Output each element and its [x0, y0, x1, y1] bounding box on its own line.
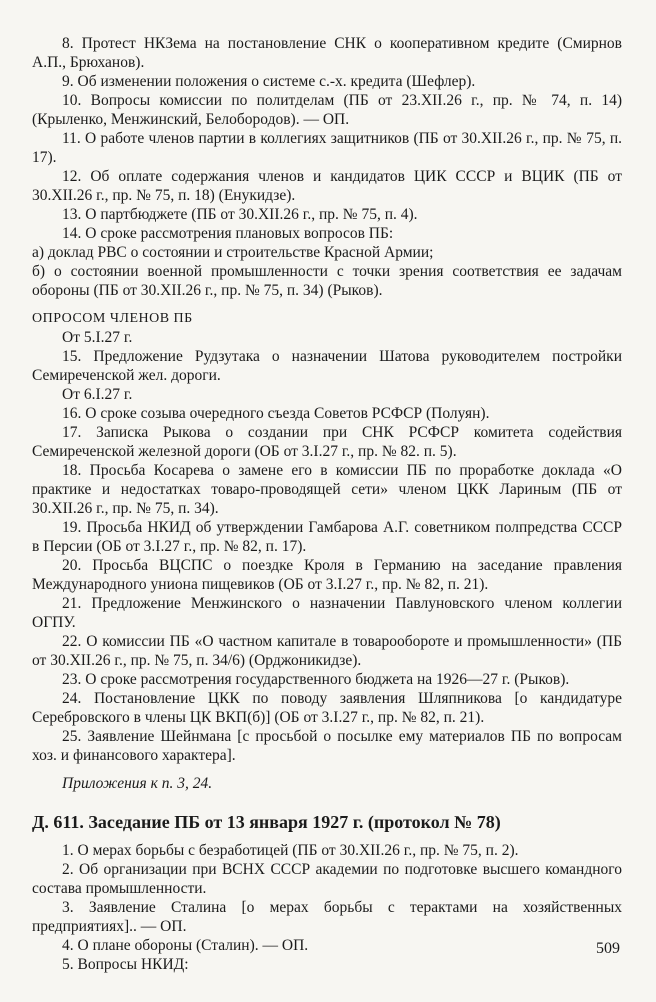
page-number: 509: [596, 940, 620, 957]
agenda-item-24: 24. Постановление ЦКК по поводу заявления Шляпникова [о кандидатуре Серебровского в члены ЦК ВКП(б)] (ОБ от 3.I.27 г., пр. № 82, п. 21).: [32, 690, 622, 726]
agenda-item-10: 10. Вопросы комиссии по политделам (ПБ от 23.XII.26 г., пр. № 74, п. 14) (Крыленко, Менжинский, Белобородов). — ОП.: [32, 92, 622, 128]
agenda-item-22: 22. О комиссии ПБ «О частном капитале в товарообороте и промышленности» (ПБ от 30.XII.26 г., пр. № 75, п. 34/6) (Орджоникидзе).: [32, 633, 622, 669]
section-heading: Д. 611. Заседание ПБ от 13 января 1927 г. (протокол № 78): [32, 812, 501, 832]
page-content: [32, 34, 622, 974]
poll-date-2: От 6.I.27 г.: [62, 386, 133, 403]
meeting-item-4: 4. О плане обороны (Сталин). — ОП.: [62, 937, 309, 954]
agenda-item-25: 25. Заявление Шейнмана [с просьбой о посылке ему материалов ПБ по вопросам хоз. и финансового характера].: [32, 728, 622, 764]
meeting-item-5: 5. Вопросы НКИД:: [62, 956, 189, 973]
poll-date-1: От 5.I.27 г.: [62, 329, 133, 346]
agenda-item-9: 9. Об изменении положения о системе с.-х. кредита (Шефлер).: [62, 73, 476, 90]
annex-note: Приложения к п. 3, 24.: [62, 775, 213, 792]
agenda-item-15: 15. Предложение Рудзутака о назначении Шатова руководителем постройки Семиреченской жел. дороги.: [32, 348, 622, 384]
poll-heading: ОПРОСОМ ЧЛЕНОВ ПБ: [32, 311, 193, 326]
agenda-subitem-14a: а) доклад РВС о состоянии и строительстве Красной Армии;: [32, 244, 434, 261]
agenda-item-23: 23. О сроке рассмотрения государственного бюджета на 1926—27 г. (Рыков).: [62, 671, 570, 688]
agenda-item-11: 11. О работе членов партии в коллегиях защитников (ПБ от 30.XII.26 г., пр. № 75, п. 17).: [32, 130, 622, 166]
meeting-item-3: 3. Заявление Сталина [о мерах борьбы с терактами на хозяйственных предприятиях].. — ОП.: [32, 899, 622, 935]
agenda-item-8: 8. Протест НКЗема на постановление СНК о кооперативном кредите (Смирнов А.П., Брюханов).: [32, 35, 622, 71]
meeting-item-2: 2. Об организации при ВСНХ СССР академии по подготовке высшего командного состава промышленности.: [32, 861, 622, 897]
agenda-item-16: 16. О сроке созыва очередного съезда Советов РСФСР (Полуян).: [62, 405, 490, 422]
agenda-item-14: 14. О сроке рассмотрения плановых вопросов ПБ:: [62, 225, 394, 242]
agenda-item-20: 20. Просьба ВЦСПС о поездке Кроля в Германию на заседание правления Международного униона пищевиков (ОБ от 3.I.27 г., пр. № 82, п. 21).: [32, 557, 622, 593]
agenda-subitem-14b: б) о состоянии военной промышленности с точки зрения соответствия ее задачам обороны (ПБ от 30.XII.26 г., пр. № 75, п. 34) (Рыков).: [32, 263, 622, 299]
agenda-item-21: 21. Предложение Менжинского о назначении Павлуновского членом коллегии ОГПУ.: [32, 595, 622, 631]
agenda-item-18: 18. Просьба Косарева о замене его в комиссии ПБ по проработке доклада «О практике и недостатках товаро-проводящей сети» членом ЦКК Лариным (ПБ от 30.XII.26 г., пр. № 75, п. 34).: [32, 462, 622, 517]
agenda-item-19: 19. Просьба НКИД об утверждении Гамбарова А.Г. советником полпредства СССР в Персии (ОБ от 3.I.27 г., пр. № 82, п. 17).: [32, 519, 622, 555]
agenda-item-13: 13. О партбюджете (ПБ от 30.XII.26 г., пр. № 75, п. 4).: [62, 206, 418, 223]
agenda-item-17: 17. Записка Рыкова о создании при СНК РСФСР комитета содействия Семиреченской железной дороги (ОБ от 3.I.27 г., пр. № 82. п. 5).: [32, 424, 622, 460]
meeting-item-1: 1. О мерах борьбы с безработицей (ПБ от 30.XII.26 г., пр. № 75, п. 2).: [62, 842, 519, 859]
agenda-item-12: 12. Об оплате содержания членов и кандидатов ЦИК СССР и ВЦИК (ПБ от 30.XII.26 г., пр. № 75, п. 18) (Енукидзе).: [32, 168, 622, 204]
